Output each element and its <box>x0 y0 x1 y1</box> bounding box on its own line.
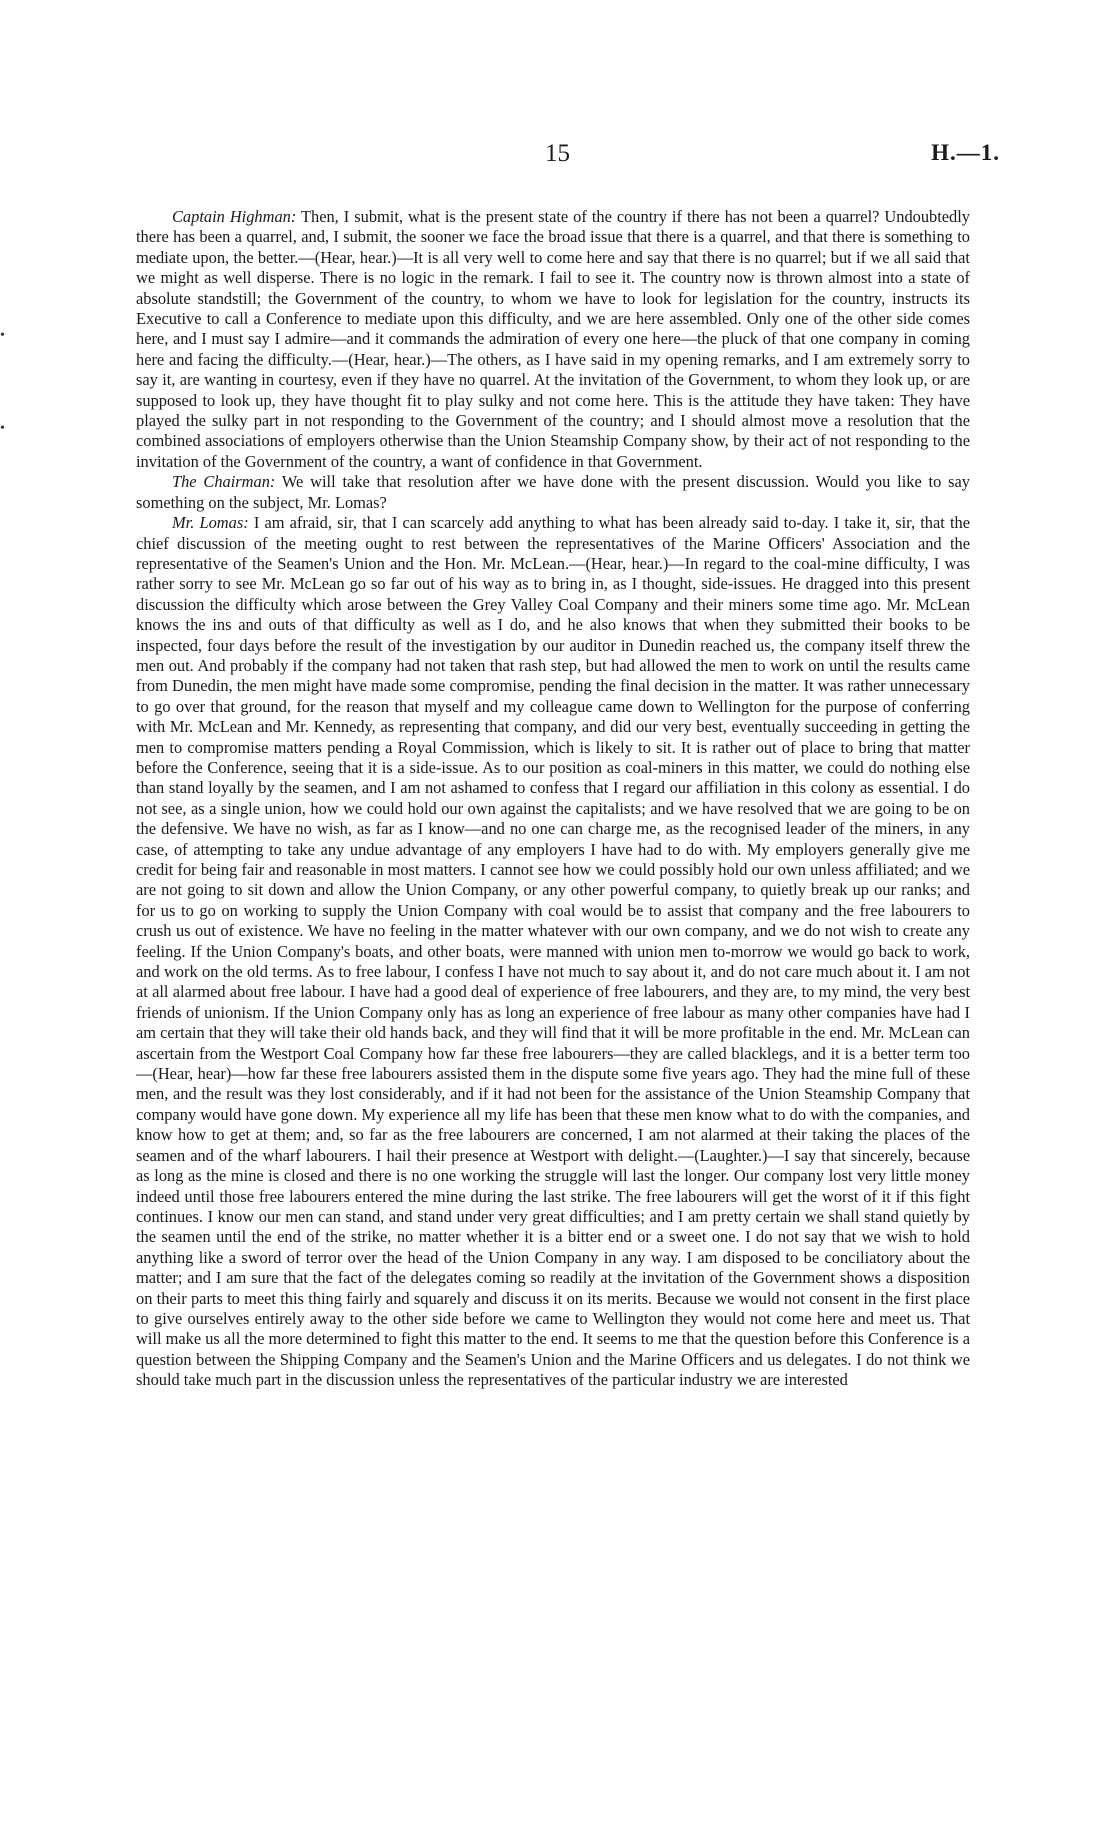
paragraph-lomas <box>136 513 970 1390</box>
paper-code: H.—1. <box>931 140 1000 165</box>
page-number: 15 <box>545 140 570 167</box>
speaker-name: Mr. Lomas: <box>172 513 249 533</box>
body-text <box>136 207 970 1391</box>
paragraph-text: Then, I submit, what is the present state of the country if there has not been a quarrel? Undoubtedly there has been a quarrel, and, I submit, the sooner we face the broad issue that there is a quarrel, and that there is something to mediate upon, the better.—(Hear, hear.)—It is all very well to come here and say that there is no quarrel; but if we all said that we might as well disperse. There is no logic in the remark. I fail to see it. The country now is thrown almost into a state of absolute standstill; the Government of the country, to whom we have to look for legislation for the country, instructs its Executive to call a Conference to mediate upon this difficulty, and we are here assembled. Only one of the other side comes here, and I must say I admire—and it commands the admiration of every one here—the pluck of that one company in coming here and facing the difficulty.—(Hear, hear.)—The others, as I have said in my opening remarks, and I am extremely sorry to say it, are wanting in courtesy, even if they have no quarrel. At the invitation of the Government, to whom they look up, or are supposed to look up, they have thought fit to play sulky and not come here. This is the attitude they have taken: They have played the sulky part in not responding to the Government of the country; and I should almost move a resolution that the combined associations of employers otherwise than the Union Steamship Company show, by their act of not responding to the invitation of the Government of the country, a want of confidence in that Government. <box>136 207 970 471</box>
paragraph-text: I am afraid, sir, that I can scarcely add anything to what has been already said to-day. I take it, sir, that the chief discussion of the meeting ought to rest between the representatives of the Marine Officers' Association and the representative of the Seamen's Union and the Hon. Mr. McLean.—(Hear, hear.)—In regard to the coal-mine difficulty, I was rather sorry to see Mr. McLean go so far out of his way as to bring in, as I thought, side-issues. He dragged into this present discussion the difficulty which arose between the Grey Valley Coal Company and their miners some time ago. Mr. McLean knows the ins and outs of that difficulty as well as I do, and he also knows that when they submitted their books to be inspected, four days before the result of the investigation by our auditor in Dunedin reached us, the company itself threw the men out. And probably if the company had not taken that rash step, but had allowed the men to work on until the results came from Dunedin, the men might have made some compromise, pending the final decision in the matter. It was rather unnecessary to go over that ground, for the reason that myself and my colleague came down to Wellington for the purpose of conferring with Mr. McLean and Mr. Kennedy, as representing that company, and did our very best, eventually succeeding in getting the men to compromise matters pending a Royal Commission, which is likely to sit. It is rather out of place to bring that matter before the Conference, seeing that it is a side-issue. As to our position as coal-miners in this matter, we could do nothing else than stand loyally by the seamen, and I am not ashamed to confess that I regard our affiliation in this colony as essential. I do not see, as a single union, how we could hold our own against the capitalists; and we have resolved that we are going to be on the defensive. We have no wish, as far as I know—and no one can charge me, as the recognised leader of the miners, in any case, of attempting to take any undue advantage of any employers I have had to do with. My employers generally give me credit for being fair and reasonable in most matters. I cannot see how we could possibly hold our own unless affiliated; and we are not going to sit down and allow the Union Company, or any other powerful company, to quietly break up our ranks; and for us to go on working to supply the Union Company with coal would be to assist that company and the free labourers to crush us out of existence. We have no feeling in the matter whatever with our own company, and we do not wish to create any feeling. If the Union Company's boats, and other boats, were manned with union men to-morrow we would go back to work, and work on the old terms. As to free labour, I confess I have not much to say about it, and do not care much about it. I am not at all alarmed about free labour. I have had a good deal of experience of free labourers, and they are, to my mind, the very best friends of unionism. If the Union Company only has as long an experience of free labour as many other companies have had I am certain that they will take their old hands back, and they will find that it will be more profitable in the end. Mr. McLean can ascertain from the Westport Coal Company how far these free labourers—they are called blacklegs, and it is a better term too—(Hear, hear)—how far these free labourers assisted them in the dispute some five years ago. They had the mine full of these men, and the result was they lost considerably, and if it had not been for the assistance of the Union Steamship Company that company would have gone down. My experience all my life has been that these men know what to do with the companies, and know how to get at them; and, so far as the free labourers are concerned, I am not alarmed at their taking the places of the seamen and of the wharf labourers. I hail their presence at Westport with delight.—(Laughter.)—I say that sincerely, because as long as the mine is closed and there is no one working the struggle will last the longer. Our company lost very little money indeed until those free labourers entered the mine during the last strike. The free labourers will get the worst of it if this fight continues. I know our men can stand, and stand under very great difficulties; and I am pretty certain we shall stand quietly by the seamen until the end of the strike, no matter whether it is a bitter end or a sweet one. I do not say that we wish to hold anything like a sword of terror over the head of the Union Company in any way. I am disposed to be conciliatory about the matter; and I am sure that the fact of the delegates coming so readily at the invitation of the Government shows a disposition on their parts to meet this thing fairly and squarely and discuss it on its merits. Because we would not consent in the first place to give ourselves entirely away to the other side before we came to Wellington they would not come here and meet us. That will make us all the more determined to fight this matter to the end. It seems to me that the question before this Conference is a question between the Shipping Company and the Seamen's Union and the Marine Officers and us delegates. I do not think we should take much part in the discussion unless the representatives of the particular industry we are interested <box>136 513 971 1390</box>
margin-mark-icon: • <box>0 421 5 436</box>
paragraph-text: We will take that resolution after we have done with the present discussion. Would you like to say something on the subject, Mr. Lomas? <box>136 472 970 512</box>
paragraph-highman <box>136 207 970 472</box>
page-header <box>0 140 1114 180</box>
speaker-name: The Chairman: <box>172 472 276 492</box>
paragraph-chairman <box>136 472 970 513</box>
margin-mark-icon: • <box>0 328 5 343</box>
speaker-name: Captain Highman: <box>172 207 297 226</box>
